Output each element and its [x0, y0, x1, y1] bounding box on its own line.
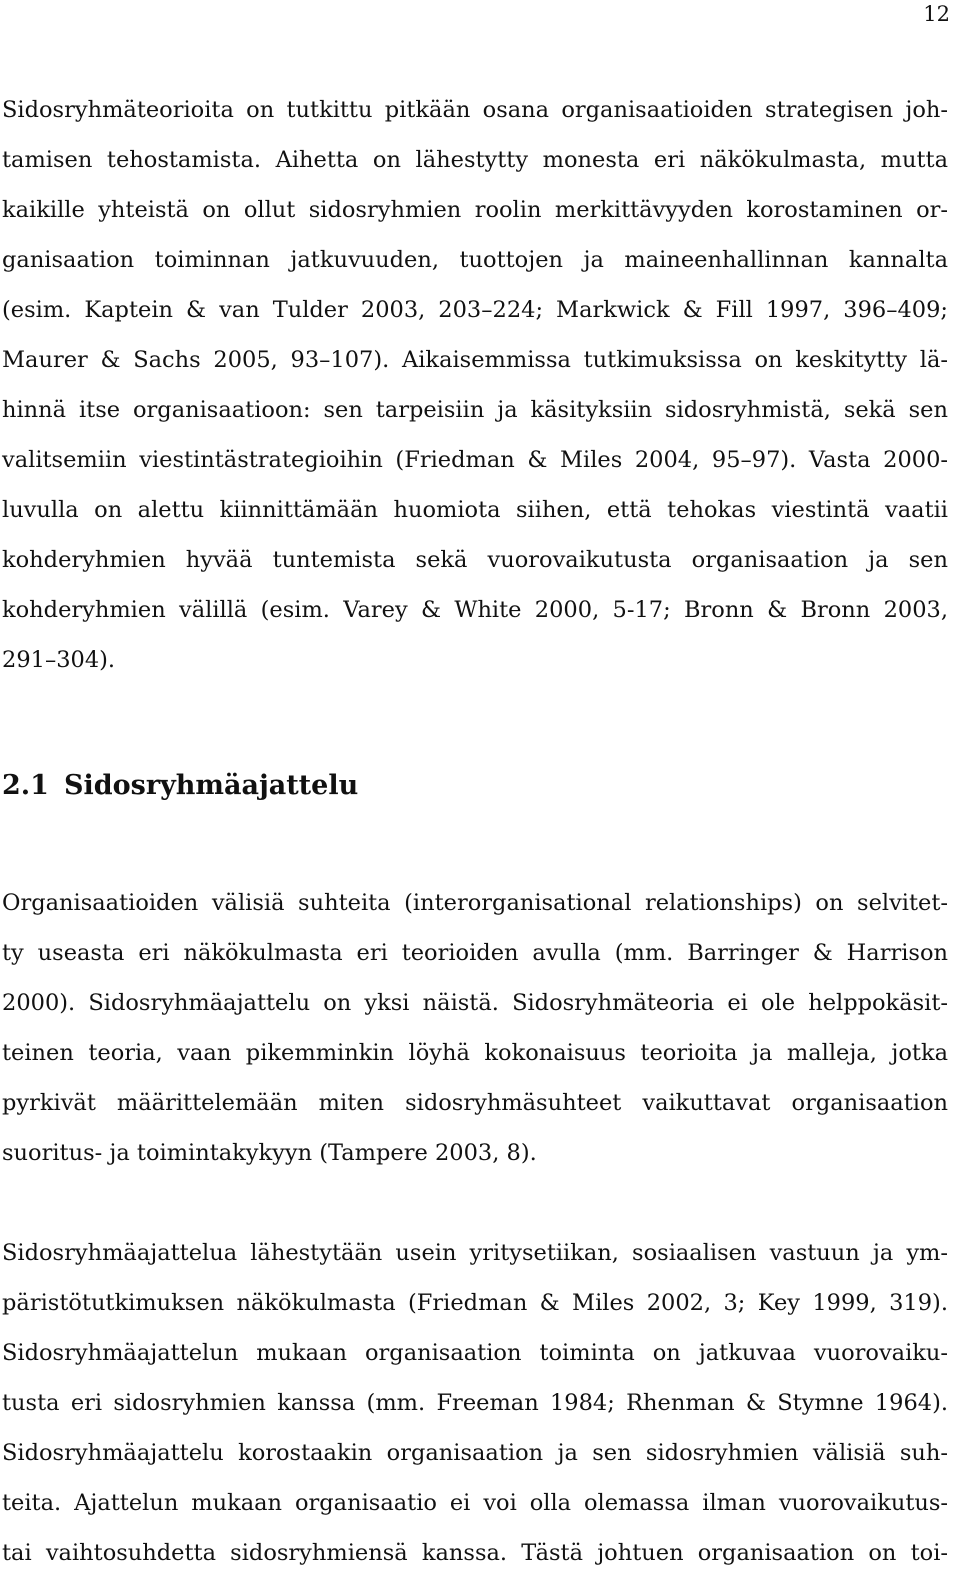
- text-line: valitsemiin viestintästrategioihin (Friedman & Miles 2004, 95–97). Vasta 2000-: [2, 447, 948, 473]
- text-line: pyrkivät määrittelemään miten sidosryhmäsuhteet vaikuttavat organisaation: [2, 1090, 948, 1116]
- text-line: (esim. Kaptein & van Tulder 2003, 203–224; Markwick & Fill 1997, 396–409;: [2, 297, 948, 323]
- section-heading: [2, 768, 358, 804]
- text-line: päristötutkimuksen näkökulmasta (Friedman & Miles 2002, 3; Key 1999, 319).: [2, 1290, 948, 1316]
- text-line: teita. Ajattelun mukaan organisaatio ei voi olla olemassa ilman vuorovaikutus-: [2, 1490, 948, 1516]
- text-line: kohderyhmien hyvää tuntemista sekä vuorovaikutusta organisaation ja sen: [2, 547, 948, 573]
- text-line: 2000). Sidosryhmäajattelu on yksi näistä. Sidosryhmäteoria ei ole helppokäsit-: [2, 990, 948, 1016]
- text-line: suoritus- ja toimintakykyyn (Tampere 2003, 8).: [2, 1140, 537, 1166]
- text-line: tamisen tehostamista. Aihetta on lähestytty monesta eri näkökulmasta, mutta: [2, 147, 948, 173]
- text-line: kaikille yhteistä on ollut sidosryhmien roolin merkittävyyden korostaminen or-: [2, 197, 948, 223]
- text-line: teinen teoria, vaan pikemminkin löyhä kokonaisuus teorioita ja malleja, jotka: [2, 1040, 948, 1066]
- text-line: ganisaation toiminnan jatkuvuuden, tuottojen ja maineenhallinnan kannalta: [2, 247, 948, 273]
- text-line: ty useasta eri näkökulmasta eri teorioiden avulla (mm. Barringer & Harrison: [2, 940, 948, 966]
- text-line: 291–304).: [2, 647, 116, 673]
- text-line: Organisaatioiden välisiä suhteita (interorganisational relationships) on selvitet-: [2, 890, 948, 916]
- text-line: hinnä itse organisaatioon: sen tarpeisiin ja käsityksiin sidosryhmistä, sekä sen: [2, 397, 948, 423]
- text-line: Sidosryhmäajattelun mukaan organisaation toiminta on jatkuvaa vuorovaiku-: [2, 1340, 948, 1366]
- section-number: 2.1: [2, 770, 49, 801]
- text-line: kohderyhmien välillä (esim. Varey & White 2000, 5-17; Bronn & Bronn 2003,: [2, 597, 948, 623]
- text-line: luvulla on alettu kiinnittämään huomiota siihen, että tehokas viestintä vaatii: [2, 497, 948, 523]
- text-line: Sidosryhmäteorioita on tutkittu pitkään osana organisaatioiden strategisen joh-: [2, 97, 948, 123]
- section-title: Sidosryhmäajattelu: [64, 770, 359, 801]
- page-number: 12: [923, 2, 950, 26]
- text-line: tusta eri sidosryhmien kanssa (mm. Freeman 1984; Rhenman & Stymne 1964).: [2, 1390, 948, 1416]
- text-line: tai vaihtosuhdetta sidosryhmiensä kanssa. Tästä johtuen organisaation on toi-: [2, 1540, 948, 1566]
- text-line: Sidosryhmäajattelu korostaakin organisaation ja sen sidosryhmien välisiä suh-: [2, 1440, 948, 1466]
- text-line: Maurer & Sachs 2005, 93–107). Aikaisemmissa tutkimuksissa on keskitytty lä-: [2, 347, 948, 373]
- text-line: Sidosryhmäajattelua lähestytään usein yritysetiikan, sosiaalisen vastuun ja ym-: [2, 1240, 948, 1266]
